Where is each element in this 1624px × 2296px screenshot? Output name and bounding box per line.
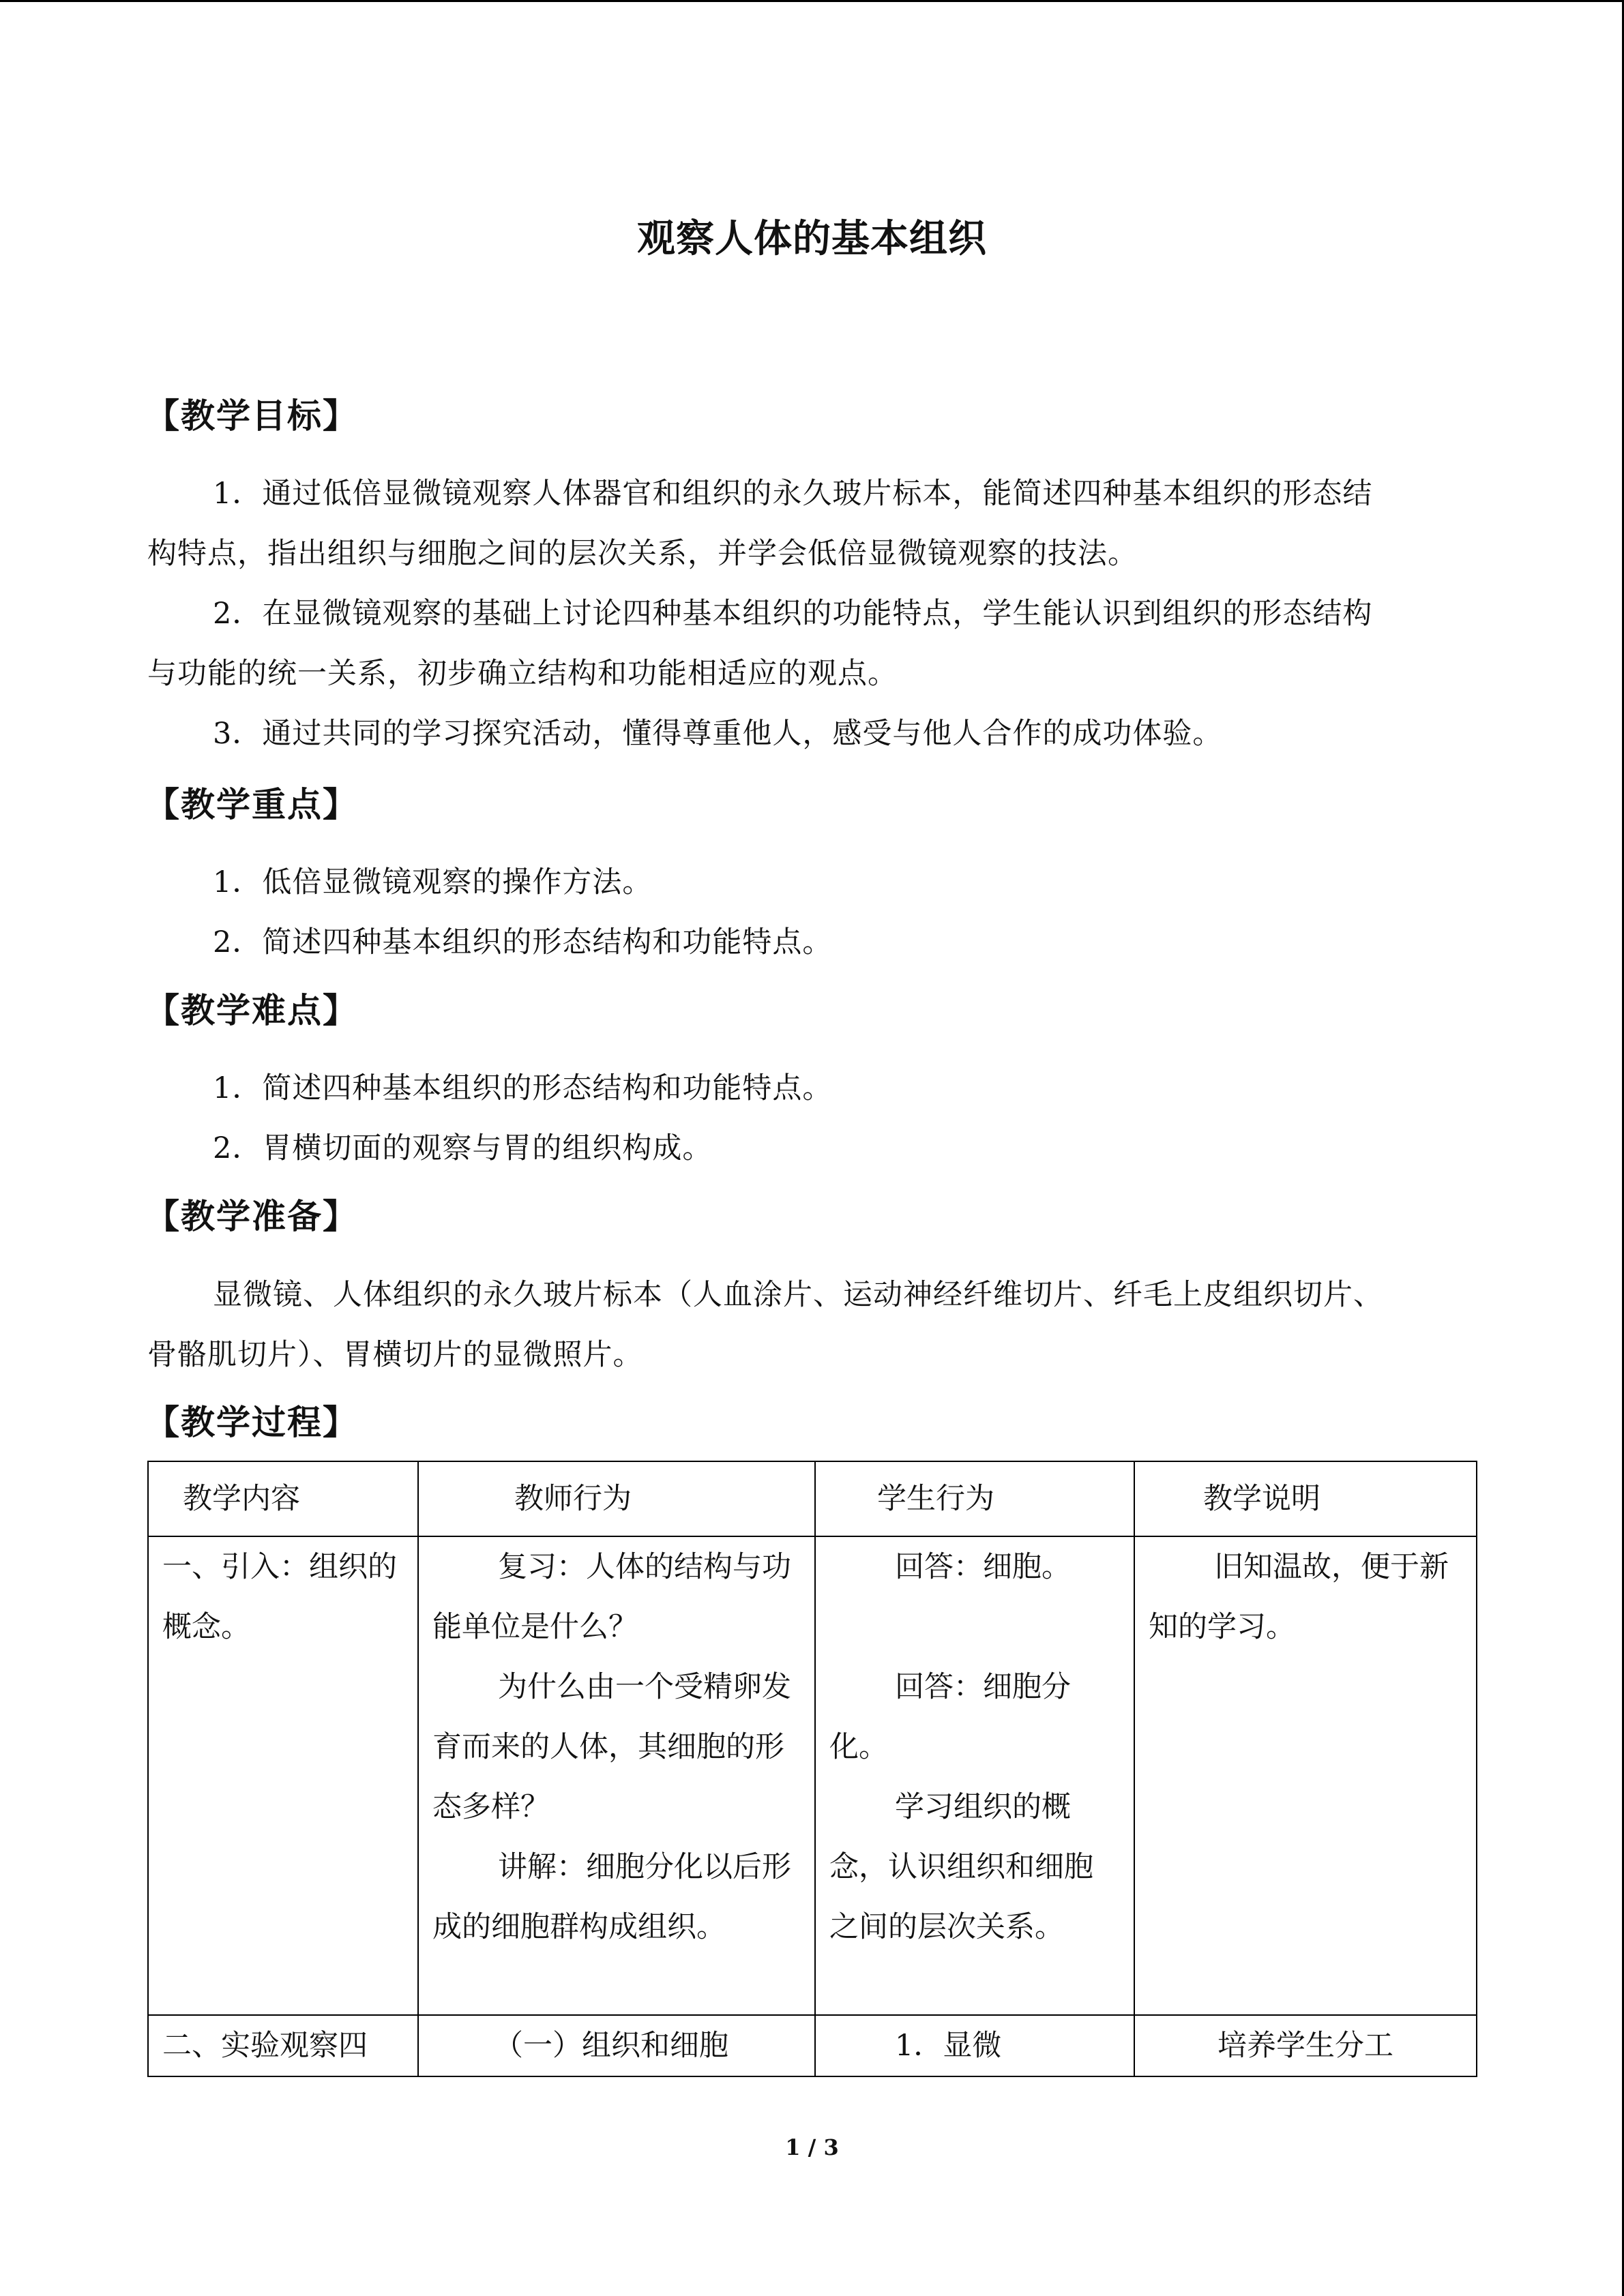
row2-teacher: （一）组织和细胞 xyxy=(418,2015,815,2076)
goals-list xyxy=(147,464,1402,764)
section-heading-preparation: 【教学准备】 xyxy=(145,1197,358,1236)
section-heading-key-points: 【教学重点】 xyxy=(145,785,358,824)
difficulty-item: 1．简述四种基本组织的形态结构和功能特点。 xyxy=(213,1071,833,1105)
page-border-top xyxy=(0,0,1624,2)
section-heading-difficulties: 【教学难点】 xyxy=(145,991,358,1030)
header-content: 教学内容 xyxy=(148,1461,418,1536)
table-header-row xyxy=(148,1461,1477,1536)
table-row xyxy=(148,1536,1477,2015)
row1-student-line: 学习组织的概念，认识组织和细胞之间的层次关系。 xyxy=(829,1790,1093,1944)
row1-teacher-line: 讲解：细胞分化以后形成的细胞群构成组织。 xyxy=(432,1850,791,1944)
key-points-list xyxy=(147,852,1402,972)
page-number: 1 / 3 xyxy=(785,2134,839,2160)
goal-item: 3．通过共同的学习探究活动，懂得尊重他人，感受与他人合作的成功体验。 xyxy=(213,717,1223,751)
row1-teacher xyxy=(418,1536,815,2015)
row2-student: 1．显微 xyxy=(815,2015,1134,2076)
section-heading-goals: 【教学目标】 xyxy=(145,396,358,436)
header-student: 学生行为 xyxy=(815,1461,1134,1536)
row1-student xyxy=(815,1536,1134,2015)
key-point-item: 1．低倍显微镜观察的操作方法。 xyxy=(213,865,653,899)
row1-student-line: 回答：细胞。 xyxy=(895,1550,1071,1584)
page-title: 观察人体的基本组织 xyxy=(637,216,987,261)
key-point-item: 2．简述四种基本组织的形态结构和功能特点。 xyxy=(213,925,833,959)
row1-student-line: 回答：细胞分化。 xyxy=(829,1670,1071,1764)
row1-teacher-line: 为什么由一个受精卵发育而来的人体，其细胞的形态多样？ xyxy=(432,1670,791,1824)
row2-content: 二、实验观察四 xyxy=(148,2015,418,2076)
preparation-text: 显微镜、人体组织的永久玻片标本（人血涂片、运动神经纤维切片、纤毛上皮组织切片、骨骼肌切片）、胃横切片的显微照片。 xyxy=(147,1278,1383,1372)
header-teacher: 教师行为 xyxy=(418,1461,815,1536)
goal-item: 2．在显微镜观察的基础上讨论四种基本组织的功能特点，学生能认识到组织的形态结构与功能的统一关系，初步确立结构和功能相适应的观点。 xyxy=(147,597,1373,691)
row2-note: 培养学生分工 xyxy=(1134,2015,1477,2076)
table-row xyxy=(148,2015,1477,2076)
difficulties-list xyxy=(147,1058,1402,1178)
header-note: 教学说明 xyxy=(1134,1461,1477,1536)
goal-item: 1．通过低倍显微镜观察人体器官和组织的永久玻片标本，能简述四种基本组织的形态结构特点，指出组织与细胞之间的层次关系，并学会低倍显微镜观察的技法。 xyxy=(147,477,1373,571)
row1-note: 旧知温故，便于新知的学习。 xyxy=(1134,1536,1477,2015)
section-heading-process: 【教学过程】 xyxy=(145,1403,358,1442)
difficulty-item: 2．胃横切面的观察与胃的组织构成。 xyxy=(213,1131,713,1165)
teaching-process-table xyxy=(147,1461,1477,2077)
row1-content: 一、引入：组织的概念。 xyxy=(148,1536,418,2015)
row1-teacher-line: 复习：人体的结构与功能单位是什么？ xyxy=(432,1550,791,1644)
